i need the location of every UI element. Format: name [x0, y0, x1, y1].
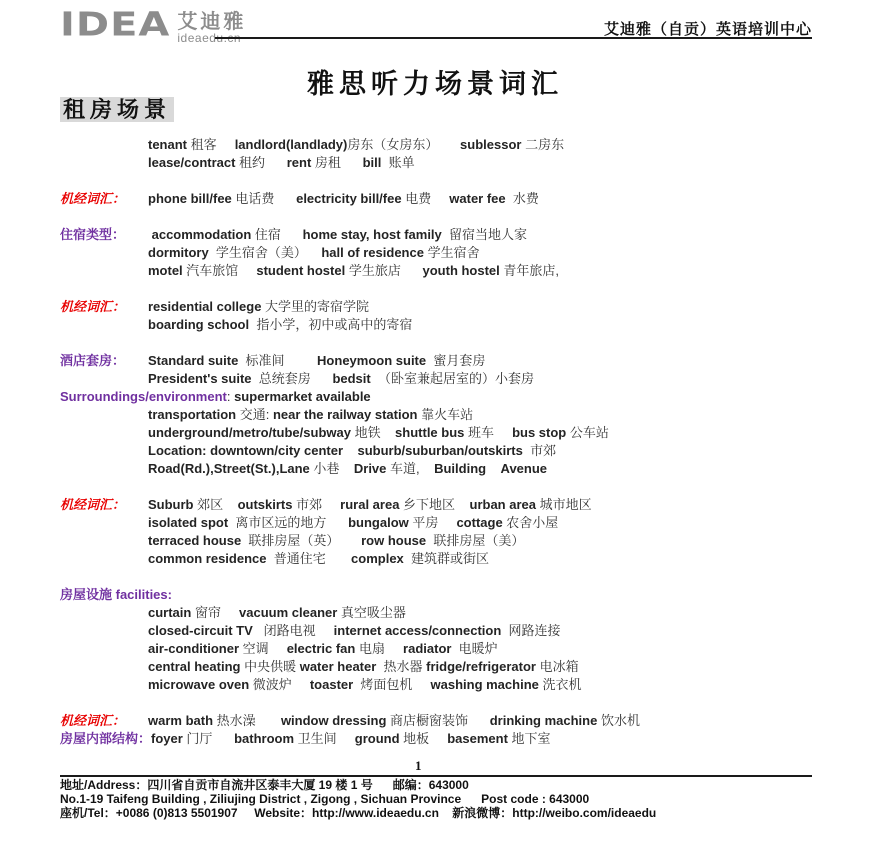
term-en: toaster: [309, 677, 354, 692]
term-en: radiator: [403, 641, 452, 656]
term-cn: [223, 497, 237, 512]
term-cn: [307, 245, 321, 260]
vocab-line: [60, 244, 822, 262]
term-en: shuttle bus: [395, 425, 465, 440]
term-cn: 总统套房: [251, 371, 311, 386]
category-label: 房屋设施 facilities:: [60, 587, 172, 602]
term-cn: [494, 425, 512, 440]
term-en: terraced house: [148, 533, 242, 548]
term-cn: [269, 641, 287, 656]
term-cn: 真空吸尘器: [337, 605, 406, 620]
vocab-line: [60, 316, 822, 334]
term-en: fridge/refrigerator: [426, 659, 536, 674]
footer-address-cn: 地址/Address：四川省自贡市自流井区泰丰大厦 19 楼 1 号 邮编：643000: [60, 778, 469, 792]
term-en: Avenue: [500, 461, 548, 476]
vocab-line: [60, 532, 822, 550]
logo-side: [177, 12, 246, 45]
term-cn: [438, 515, 456, 530]
page-number: 1: [415, 758, 422, 773]
term-cn: 市郊: [522, 443, 557, 458]
term-cn: [326, 551, 351, 566]
term-cn: 学生宿舍（美）: [208, 245, 307, 260]
term-cn: 汽车旅馆: [182, 263, 239, 278]
term-cn: [401, 263, 423, 278]
term-cn: 建筑群或街区: [403, 551, 490, 566]
vocab-line: [60, 370, 822, 388]
category-label: 机经词汇：: [60, 299, 126, 314]
term-cn: 门厅: [182, 731, 213, 746]
term-en: rural area: [340, 497, 400, 512]
term-cn: [221, 605, 239, 620]
term-cn: [274, 191, 296, 206]
vocab-line: [60, 136, 822, 154]
section-heading-text: 租房场景: [60, 97, 174, 122]
term-en: microwave oven: [148, 677, 250, 692]
term-en: student hostel: [256, 263, 346, 278]
term-cn: 大学里的寄宿学院: [261, 299, 370, 314]
term-en: electricity bill/fee: [296, 191, 402, 206]
term-cn: 公车站: [566, 425, 609, 440]
term-en: sublessor: [460, 137, 522, 152]
term-en: electric fan: [286, 641, 356, 656]
term-en: internet access/connection: [333, 623, 502, 638]
term-cn: 学生宿舍: [423, 245, 480, 260]
term-cn: 普通住宅: [266, 551, 326, 566]
term-en: Road(Rd.),Street(St.),Lane: [148, 461, 310, 476]
term-cn: 平房: [408, 515, 439, 530]
term-cn: 联排房屋（美）: [426, 533, 525, 548]
term-cn: [256, 713, 281, 728]
term-cn: [381, 425, 395, 440]
term-cn: 烤面包机: [353, 677, 413, 692]
term-en: basement: [447, 731, 508, 746]
term-cn: 学生旅店: [345, 263, 401, 278]
term-en: row house: [361, 533, 427, 548]
term-en: youth hostel: [422, 263, 500, 278]
footer-contact: 座机/Tel：+0086 (0)813 5501907 Website：http://www.ideaedu.cn 新浪微博：http://weibo.com/ideaedu: [60, 806, 657, 820]
footer-address-en: No.1-19 Taifeng Building , Ziliujing District , Zigong , Sichuan Province Post code : 643000: [60, 792, 590, 806]
term-en: landlord(landlady): [234, 137, 348, 152]
document-title: 雅思听力场景词汇: [307, 69, 563, 99]
term-cn: [343, 443, 357, 458]
org-title: 艾迪雅（自贡）英语培训中心: [603, 21, 812, 38]
term-en: home stay, host family: [302, 227, 442, 242]
term-cn: 电扇: [355, 641, 385, 656]
term-en: dormitory: [148, 245, 209, 260]
term-en: ground: [354, 731, 400, 746]
term-en: President's suite: [148, 371, 252, 386]
term-cn: [285, 353, 318, 368]
term-en: drinking machine: [489, 713, 598, 728]
category-label: Surroundings/environment: [60, 389, 227, 404]
vocab-line: [60, 424, 822, 442]
term-cn: 住宿: [251, 227, 281, 242]
term-cn: 城市地区: [536, 497, 592, 512]
term-cn: [281, 227, 303, 242]
term-en: water fee: [449, 191, 506, 206]
section-heading: [60, 93, 174, 124]
term-en: bedsit: [332, 371, 371, 386]
term-cn: [311, 371, 333, 386]
page-header: [60, 5, 812, 60]
term-cn: [420, 461, 434, 476]
vocab-line: [60, 676, 822, 694]
vocab-line: [60, 442, 822, 460]
term-en: residential college: [148, 299, 262, 314]
vocab-line: [60, 190, 822, 208]
term-en: suburb/suburban/outskirts: [357, 443, 523, 458]
term-en: Standard suite: [148, 353, 239, 368]
vocab-line: [60, 298, 822, 316]
category-label: 机经词汇：: [60, 713, 126, 728]
term-cn: 账单: [381, 155, 415, 170]
term-cn: 闭路电视: [252, 623, 316, 638]
term-cn: 热水器: [376, 659, 427, 674]
vocab-line: [60, 406, 822, 424]
term-en: phone bill/fee: [148, 191, 232, 206]
term-cn: [438, 137, 460, 152]
term-cn: 靠火车站: [417, 407, 474, 422]
term-en: near the railway station: [272, 407, 418, 422]
logo-wordmark: IDEA: [60, 5, 171, 44]
term-en: vacuum cleaner: [239, 605, 338, 620]
term-en: curtain: [148, 605, 192, 620]
term-en: water heater: [299, 659, 377, 674]
term-en: isolated spot: [148, 515, 229, 530]
term-en: hall of residence: [321, 245, 424, 260]
vocab-line: [60, 352, 822, 370]
vocab-line: [60, 604, 822, 622]
term-en: tenant: [148, 137, 187, 152]
term-cn: 电话费: [231, 191, 275, 206]
term-cn: 房东（女房东）: [347, 137, 439, 152]
term-cn: [429, 731, 447, 746]
term-cn: [339, 461, 353, 476]
term-cn: （卧室兼起居室的）小套房: [370, 371, 534, 386]
term-en: rent: [286, 155, 312, 170]
term-cn: [431, 191, 449, 206]
term-cn: 交通:: [236, 407, 273, 422]
term-en: Drive: [353, 461, 387, 476]
term-cn: 农舍小屋: [502, 515, 559, 530]
term-cn: [341, 155, 363, 170]
term-cn: 洗衣机: [538, 677, 582, 692]
logo-cn-text: 艾迪雅: [177, 11, 247, 33]
vocab-line: [60, 640, 822, 658]
term-en: Building: [434, 461, 487, 476]
term-en: transportation: [148, 407, 237, 422]
term-cn: 市郊: [292, 497, 323, 512]
vocab-line: [60, 514, 822, 532]
term-en: common residence: [148, 551, 267, 566]
term-en: outskirts: [237, 497, 293, 512]
term-en: lease/contract: [148, 155, 236, 170]
term-cn: [326, 515, 348, 530]
term-cn: 离市区远的地方: [228, 515, 327, 530]
term-cn: [292, 677, 310, 692]
term-cn: 地板: [399, 731, 430, 746]
term-en: closed-circuit TV: [148, 623, 253, 638]
term-cn: 班车: [464, 425, 495, 440]
vocab-line: [60, 550, 822, 568]
term-cn: 电暖炉: [451, 641, 498, 656]
term-cn: 租约: [235, 155, 266, 170]
term-cn: 郊区: [193, 497, 224, 512]
term-cn: :: [226, 389, 235, 404]
term-en: Honeymoon suite: [317, 353, 427, 368]
page-footer: [60, 758, 812, 842]
category-label: 住宿类型：: [60, 227, 126, 242]
term-cn: [212, 731, 234, 746]
term-cn: 微波炉: [249, 677, 292, 692]
vocab-line: [60, 658, 822, 676]
vocab-line: [60, 262, 822, 280]
term-cn: 空调: [239, 641, 269, 656]
term-cn: 电费: [401, 191, 432, 206]
term-cn: [316, 623, 334, 638]
term-cn: [455, 497, 469, 512]
term-en: Suburb: [148, 497, 194, 512]
term-cn: 小巷: [309, 461, 340, 476]
term-cn: 乡下地区: [399, 497, 456, 512]
term-en: urban area: [469, 497, 536, 512]
term-cn: [412, 677, 430, 692]
term-cn: [238, 263, 256, 278]
category-label: 酒店套房：: [60, 353, 126, 368]
term-cn: 商店橱窗装饰: [386, 713, 469, 728]
category-label: 机经词汇：: [60, 191, 126, 206]
vocab-line: [60, 460, 822, 478]
term-cn: 水费: [505, 191, 539, 206]
term-cn: [468, 713, 490, 728]
term-cn: [265, 155, 287, 170]
term-cn: [385, 641, 403, 656]
footer-lines: [60, 778, 812, 820]
term-cn: 卫生间: [294, 731, 337, 746]
term-cn: [339, 533, 361, 548]
term-cn: 中央供暖: [240, 659, 300, 674]
term-cn: [322, 497, 340, 512]
term-cn: 车道,: [386, 461, 420, 476]
term-en: accommodation: [148, 227, 252, 242]
term-cn: 蜜月套房: [426, 353, 486, 368]
term-cn: 二房东: [521, 137, 565, 152]
term-cn: 留宿当地人家: [441, 227, 528, 242]
term-en: air-conditioner: [148, 641, 240, 656]
vocab-line: [60, 226, 822, 244]
term-cn: 青年旅店,: [499, 263, 560, 278]
term-en: washing machine: [430, 677, 539, 692]
category-label: 房屋内部结构：: [60, 731, 152, 746]
vocab-line: [60, 730, 822, 748]
term-en: underground/metro/tube/subway: [148, 425, 351, 440]
term-en: bathroom: [234, 731, 295, 746]
vocab-line: [60, 388, 822, 406]
vocab-line: [60, 154, 822, 172]
term-en: supermarket available: [234, 389, 371, 404]
vocab-line: [60, 622, 822, 640]
term-cn: 房租: [311, 155, 341, 170]
vocab-line: [60, 496, 822, 514]
term-en: central heating: [148, 659, 241, 674]
term-cn: 联排房屋（英）: [241, 533, 340, 548]
term-cn: 租客: [187, 137, 217, 152]
term-cn: [486, 461, 500, 476]
header-rule: [215, 37, 812, 39]
term-cn: 窗帘: [191, 605, 221, 620]
term-cn: 地铁: [350, 425, 381, 440]
term-cn: [337, 731, 355, 746]
term-en: bill: [362, 155, 382, 170]
term-en: cottage: [456, 515, 503, 530]
term-en: window dressing: [280, 713, 387, 728]
vocab-line: [60, 712, 822, 730]
term-en: foyer: [151, 731, 183, 746]
term-en: bungalow: [348, 515, 409, 530]
term-en: warm bath: [148, 713, 214, 728]
term-cn: 指小学，初中或高中的寄宿: [249, 317, 413, 332]
term-cn: 电冰箱: [535, 659, 579, 674]
term-en: motel: [148, 263, 183, 278]
term-cn: [217, 137, 235, 152]
term-en: complex: [351, 551, 404, 566]
category-label: 机经词汇：: [60, 497, 126, 512]
vocabulary-content: [60, 136, 822, 748]
term-cn: 热水澡: [213, 713, 256, 728]
term-cn: 地下室: [507, 731, 551, 746]
term-en: Location: downtown/city center: [148, 443, 344, 458]
term-en: boarding school: [148, 317, 250, 332]
logo-domain-text: ideaedu.cn: [177, 31, 242, 45]
term-en: bus stop: [512, 425, 567, 440]
term-cn: 网路连接: [501, 623, 561, 638]
vocab-line: [60, 586, 822, 604]
term-cn: 标准间: [238, 353, 285, 368]
footer-rule: [60, 775, 812, 777]
term-cn: 饮水机: [597, 713, 640, 728]
